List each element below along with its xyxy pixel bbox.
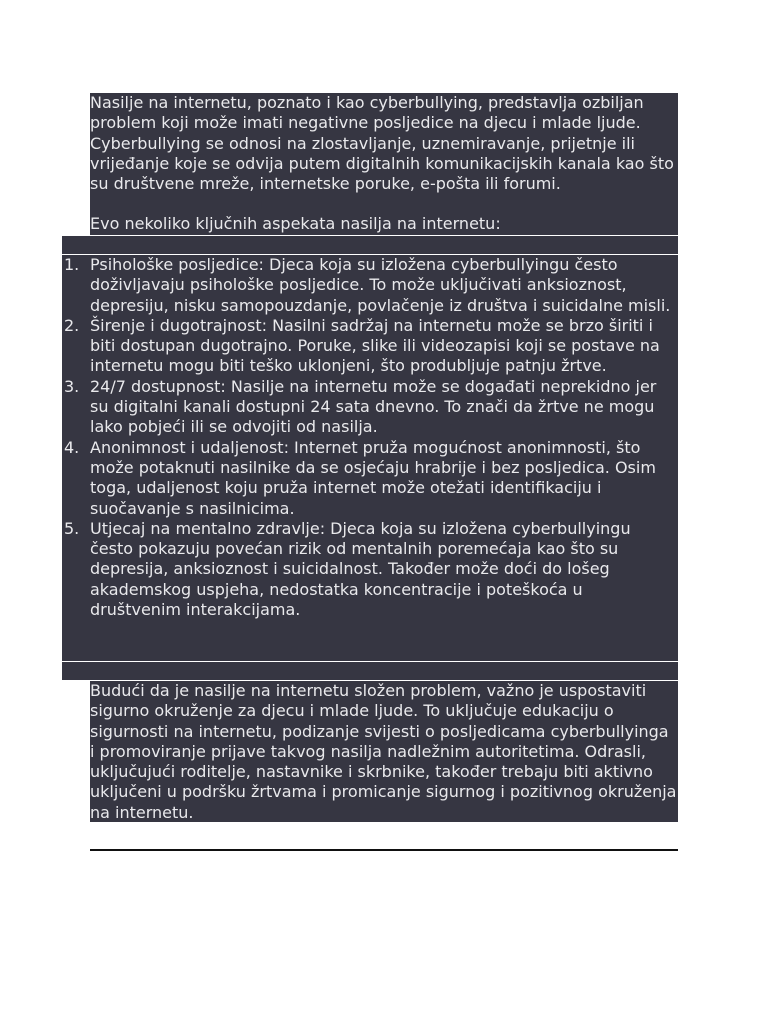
spacer-band-top	[62, 236, 678, 254]
intro-block	[90, 93, 678, 235]
list-item-text: 24/7 dostupnost: Nasilje na internetu može se događati neprekidno jer su digitalni kanali dostupni 24 sata dnevno. To znači da žrtve ne mogu lako pobjeći ili se odvojiti od nasilja.	[90, 376, 657, 437]
list-item	[64, 437, 678, 519]
intro-lead-in: Evo nekoliko ključnih aspekata nasilja na internetu:	[90, 214, 501, 234]
list-item-text: Utjecaj na mentalno zdravlje: Djeca koja su izložena cyberbullyingu često pokazuju povećan rizik od mentalnih poremećaja kao što su depresija, anksioznost i suicidalnost. Također može doći do lošeg akademskog uspjeha, nedostatka koncentracije i poteškoća u društvenim interakcijama.	[90, 518, 631, 620]
list-item	[64, 315, 678, 377]
list-item-text: Psihološke posljedice: Djeca koja su izložena cyberbullyingu često doživljavaju psihološke posljedice. To može uključivati anksioznost, depresiju, nisku samopouzdanje, povlačenje iz društva i suicidalne misli.	[90, 255, 671, 315]
list-item-number: 2.	[64, 315, 80, 335]
horizontal-rule	[90, 849, 678, 851]
aspects-list-block	[62, 255, 678, 661]
intro-paragraph: Nasilje na internetu, poznato i kao cyberbullying, predstavlja ozbiljan problem koji može imati negativne posljedice na djecu i mlade ljude. Cyberbullying se odnosi na zlostavljanje, uznemiravanje, prijetnje ili vrijeđanje koje se odvija putem digitalnih komunikacijskih kanala kao što su društvene mreže, internetske poruke, e-pošta ili forumi.	[90, 93, 674, 194]
list-item	[64, 518, 678, 620]
outro-paragraph: Budući da je nasilje na internetu složen problem, važno je uspostaviti sigurno okruženje za djecu i mlade ljude. To uključuje edukaciju o sigurnosti na internetu, podizanje svijesti o posljedicama cyberbullyinga i promoviranje prijave takvog nasilja nadležnim autoritetima. Odrasli, uključujući roditelje, nastavnike i skrbnike, također trebaju biti aktivno uključeni u podršku žrtvama i promicanje sigurnog i pozitivnog okruženja na internetu.	[90, 681, 677, 822]
aspects-list	[62, 255, 678, 620]
list-item-text: Anonimnost i udaljenost: Internet pruža mogućnost anonimnosti, što može potaknuti nasilnike da se osjećaju hrabrije i bez posljedica. Osim toga, udaljenost koju pruža internet može otežati identifikaciju i suočavanje s nasilnicima.	[90, 437, 656, 518]
list-item-text: Širenje i dugotrajnost: Nasilni sadržaj na internetu može se brzo širiti i biti dostupan dugotrajno. Poruke, slike ili videozapisi koji se postave na internetu mogu biti teško uklonjeni, što produbljuje patnju žrtve.	[90, 315, 660, 376]
list-item-number: 4.	[64, 437, 80, 457]
list-item-number: 5.	[64, 518, 80, 538]
spacer-band-bottom	[62, 662, 678, 680]
list-item	[64, 255, 678, 316]
outro-block	[90, 681, 678, 822]
list-item-number: 1.	[64, 255, 80, 274]
list-item-number: 3.	[64, 376, 80, 396]
list-item	[64, 376, 678, 438]
